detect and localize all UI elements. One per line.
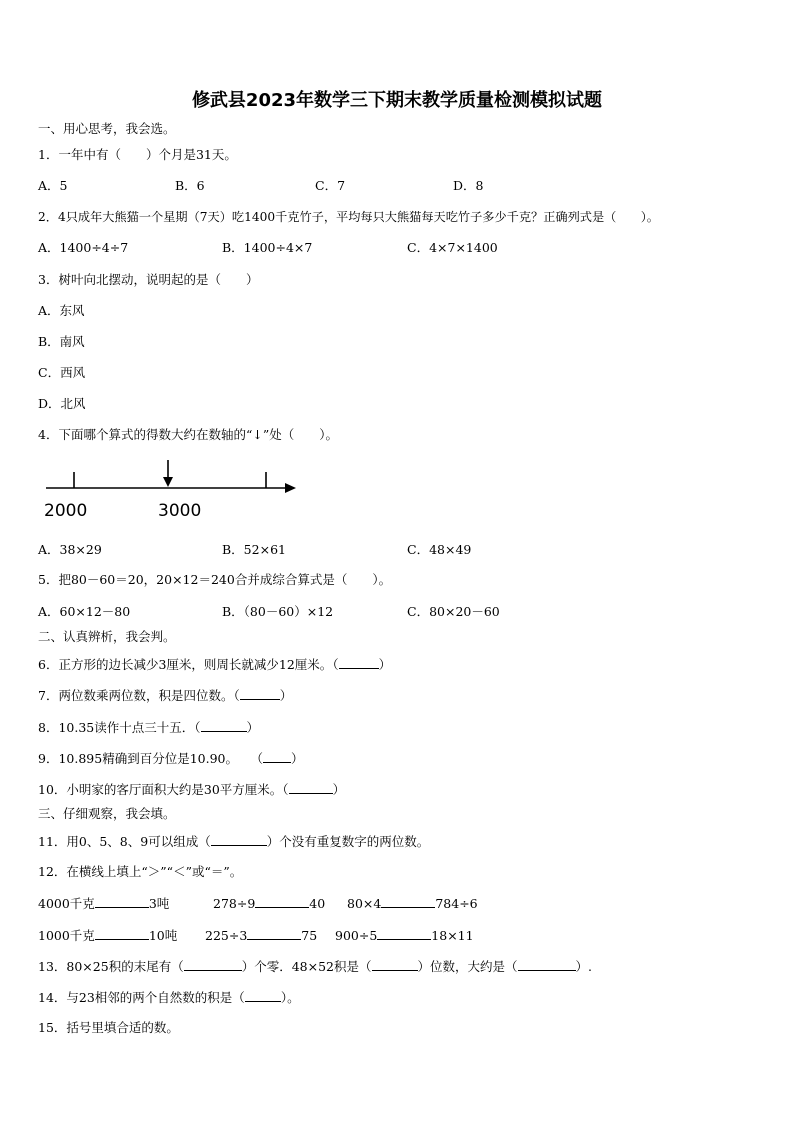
q9-close: ） <box>290 751 304 766</box>
section-1-heading: 一、用心思考，我会选。 <box>38 121 176 136</box>
q8-answer-blank[interactable] <box>201 719 247 732</box>
q12-row1-item2-right: 40 <box>309 896 326 911</box>
q7-answer-blank[interactable] <box>240 687 280 700</box>
q12-row2-item3-left: 900÷5 <box>335 928 378 943</box>
axis-label-2000: 2000 <box>44 501 88 521</box>
q3-option-d[interactable]: D．北风 <box>38 396 86 411</box>
q5-option-c[interactable]: C．80×20－60 <box>407 604 500 619</box>
q4-option-b[interactable]: B．52×61 <box>222 542 286 557</box>
q12-row2-item3-right: 18×11 <box>431 928 474 943</box>
question-9 <box>38 750 304 767</box>
q12-row2-item1 <box>38 927 177 944</box>
q1-option-a[interactable]: A．5 <box>38 178 68 193</box>
q12-row2-item3-blank[interactable] <box>377 927 431 940</box>
q12-row1-item3 <box>347 895 478 912</box>
q12-row2-item1-left: 1000千克 <box>38 928 95 943</box>
q10-answer-blank[interactable] <box>289 781 333 794</box>
question-10 <box>38 781 345 798</box>
q7-close: ） <box>279 688 293 703</box>
question-2: 2．4只成年大熊猫一个星期（7天）吃1400千克竹子，平均每只大熊猫每天吃竹子多少千克？正确列式是（ ）。 <box>38 210 659 224</box>
question-8 <box>38 719 259 736</box>
question-7 <box>38 687 292 704</box>
q13-blank-2[interactable] <box>372 958 418 971</box>
q9-text: 9．10.895精确到百分位是10.90。 （ <box>38 751 263 766</box>
q12-row1-item2-blank[interactable] <box>255 895 309 908</box>
q7-text: 7．两位数乘两位数，积是四位数。（ <box>38 688 240 703</box>
question-11 <box>38 833 429 850</box>
q2-option-a[interactable]: A．1400÷4÷7 <box>38 240 129 255</box>
axis-label-3000: 3000 <box>158 501 202 521</box>
q12-row2-item2 <box>205 927 317 944</box>
q13-part-a: 13．80×25积的末尾有（ <box>38 959 184 974</box>
q6-close: ） <box>378 657 392 672</box>
q12-row1-item1-left: 4000千克 <box>38 896 95 911</box>
q12-row2-item3 <box>335 927 474 944</box>
q13-blank-3[interactable] <box>518 958 576 971</box>
q14-text-before: 14．与23相邻的两个自然数的积是（ <box>38 990 245 1005</box>
q5-option-b[interactable]: B．（80－60）×12 <box>222 604 334 619</box>
q12-row2-item2-left: 225÷3 <box>205 928 248 943</box>
page-title: 修武县2023年数学三下期末教学质量检测模拟试题 <box>191 90 603 111</box>
q1-option-b[interactable]: B．6 <box>175 178 205 193</box>
q14-answer-blank[interactable] <box>245 989 281 1002</box>
section-2-heading: 二、认真辨析，我会判。 <box>38 629 176 644</box>
q12-row1-item1-blank[interactable] <box>95 895 149 908</box>
question-5: 5．把80－60＝20，20×12＝240合并成综合算式是（ ）。 <box>38 572 392 587</box>
q6-text: 6．正方形的边长减少3厘米，则周长就减少12厘米。（ <box>38 657 339 672</box>
question-4: 4．下面哪个算式的得数大约在数轴的“↓”处（ ）。 <box>38 427 338 442</box>
question-3: 3．树叶向北摆动，说明起的是（ ） <box>38 272 259 287</box>
q11-answer-blank[interactable] <box>211 833 267 846</box>
down-arrow-icon <box>163 477 173 487</box>
q13-part-b: ）个零．48×52积是（ <box>241 959 372 974</box>
q11-text-before: 11．用0、5、8、9可以组成（ <box>38 834 211 849</box>
q12-row1-item1 <box>38 895 169 912</box>
q10-text: 10．小明家的客厅面积大约是30平方厘米。（ <box>38 782 289 797</box>
q12-row1-item3-blank[interactable] <box>381 895 435 908</box>
q1-option-d[interactable]: D．8 <box>453 178 484 193</box>
q12-row1-item2 <box>213 895 325 912</box>
q9-answer-blank[interactable] <box>263 750 291 763</box>
question-15: 15．括号里填合适的数。 <box>38 1020 179 1035</box>
q2-option-c[interactable]: C．4×7×1400 <box>407 240 498 255</box>
section-3-heading: 三、仔细观察，我会填。 <box>38 806 176 821</box>
q1-option-c[interactable]: C．7 <box>315 178 346 193</box>
q8-text: 8．10.35读作十点三十五．（ <box>38 720 201 735</box>
q10-close: ） <box>332 782 346 797</box>
q3-option-c[interactable]: C．西风 <box>38 365 86 380</box>
q14-text-after: ）。 <box>280 990 300 1005</box>
q12-row1-item3-right: 784÷6 <box>435 896 478 911</box>
q4-option-a[interactable]: A．38×29 <box>38 542 102 557</box>
question-13 <box>38 958 592 975</box>
q12-row2-item1-right: 10吨 <box>148 928 178 943</box>
q8-close: ） <box>246 720 260 735</box>
q13-part-c: ）位数，大约是（ <box>417 959 518 974</box>
q12-row2-item1-blank[interactable] <box>95 927 149 940</box>
q3-option-a[interactable]: A．东风 <box>38 303 85 318</box>
q3-option-b[interactable]: B．南风 <box>38 334 85 349</box>
q13-part-d: ）. <box>575 959 592 974</box>
q12-row2-item2-blank[interactable] <box>247 927 301 940</box>
q12-row1-item1-right: 3吨 <box>148 896 170 911</box>
q12-row2-item2-right: 75 <box>301 928 318 943</box>
q12-row1-item3-left: 80×4 <box>347 896 382 911</box>
question-6 <box>38 656 391 673</box>
q2-option-b[interactable]: B．1400÷4×7 <box>222 240 313 255</box>
q4-option-c[interactable]: C．48×49 <box>407 542 472 557</box>
q6-answer-blank[interactable] <box>339 656 379 669</box>
question-12: 12．在横线上填上“＞”“＜”或“＝”。 <box>38 864 243 879</box>
q13-blank-1[interactable] <box>184 958 242 971</box>
q12-row1-item2-left: 278÷9 <box>213 896 256 911</box>
axis-arrowhead <box>285 483 296 493</box>
question-14 <box>38 989 300 1006</box>
question-1: 1．一年中有（ ）个月是31天。 <box>38 147 237 162</box>
number-line-figure <box>38 458 308 528</box>
q5-option-a[interactable]: A．60×12－80 <box>38 604 131 619</box>
q11-text-after: ）个没有重复数字的两位数。 <box>266 834 430 849</box>
